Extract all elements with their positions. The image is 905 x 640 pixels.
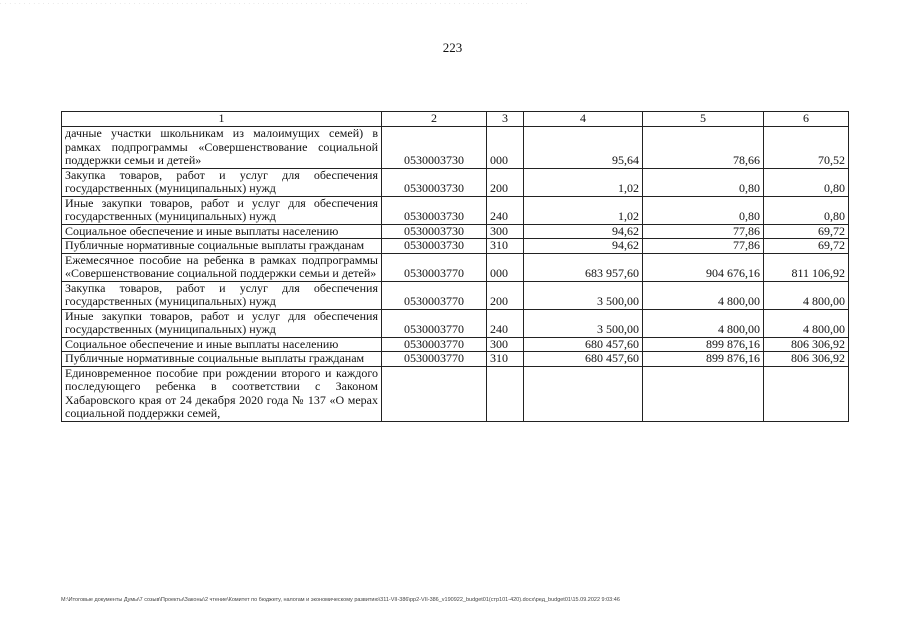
- value-col6: 69,72: [764, 239, 849, 254]
- budget-code: [382, 366, 487, 421]
- value-col6: 0,80: [764, 168, 849, 196]
- value-col4: 3 500,00: [524, 281, 643, 309]
- value-col6: 4 800,00: [764, 309, 849, 337]
- budget-code: 0530003730: [382, 224, 487, 239]
- expense-type: 240: [487, 309, 524, 337]
- budget-table: [61, 111, 849, 422]
- value-col6: 0,80: [764, 196, 849, 224]
- page-number: 223: [442, 40, 463, 55]
- value-col4: 94,62: [524, 224, 643, 239]
- budget-code: 0530003770: [382, 309, 487, 337]
- column-header: 5: [643, 112, 764, 127]
- expense-type: 200: [487, 168, 524, 196]
- table-row: [62, 224, 849, 239]
- row-description: Публичные нормативные социальные выплаты гражданам: [62, 239, 382, 254]
- row-description: Иные закупки товаров, работ и услуг для обеспечения государственных (муниципальных) нужд: [62, 196, 382, 224]
- expense-type: 300: [487, 224, 524, 239]
- footer-file-path: M:\Итоговые документы Думы\7 созыв\Проекты\Законы\2 чтение\Комитет по бюджету, налогам и экономическому развитию\311-VII-386\рр2-VII-386_v190922_budget01(стр101-420).docx\ред_budget01\15.09.2022 9:03:46: [61, 597, 620, 603]
- value-col5: 899 876,16: [643, 352, 764, 367]
- column-header: 2: [382, 112, 487, 127]
- value-col6: 70,52: [764, 127, 849, 169]
- budget-code: 0530003770: [382, 253, 487, 281]
- column-header: 1: [62, 112, 382, 127]
- budget-code: 0530003730: [382, 168, 487, 196]
- value-col5: 899 876,16: [643, 337, 764, 352]
- expense-type: 200: [487, 281, 524, 309]
- budget-code: 0530003770: [382, 352, 487, 367]
- budget-code: 0530003730: [382, 239, 487, 254]
- value-col4: [524, 366, 643, 421]
- value-col5: 904 676,16: [643, 253, 764, 281]
- table-row: [62, 337, 849, 352]
- expense-type: 310: [487, 352, 524, 367]
- column-header: 4: [524, 112, 643, 127]
- expense-type: 300: [487, 337, 524, 352]
- value-col6: 811 106,92: [764, 253, 849, 281]
- value-col5: 77,86: [643, 224, 764, 239]
- budget-code: 0530003770: [382, 337, 487, 352]
- table-row: [62, 239, 849, 254]
- row-description: Публичные нормативные социальные выплаты гражданам: [62, 352, 382, 367]
- value-col6: 4 800,00: [764, 281, 849, 309]
- budget-code: 0530003770: [382, 281, 487, 309]
- value-col4: 1,02: [524, 196, 643, 224]
- expense-type: 000: [487, 253, 524, 281]
- table-row: [62, 168, 849, 196]
- value-col4: 680 457,60: [524, 337, 643, 352]
- table-row: [62, 253, 849, 281]
- budget-code: 0530003730: [382, 196, 487, 224]
- row-description: Иные закупки товаров, работ и услуг для обеспечения государственных (муниципальных) нужд: [62, 309, 382, 337]
- table-row: [62, 366, 849, 421]
- table-row: [62, 127, 849, 169]
- value-col5: 4 800,00: [643, 281, 764, 309]
- row-description: Закупка товаров, работ и услуг для обеспечения государственных (муниципальных) нужд: [62, 281, 382, 309]
- value-col4: 1,02: [524, 168, 643, 196]
- value-col6: 69,72: [764, 224, 849, 239]
- value-col6: 806 306,92: [764, 337, 849, 352]
- value-col5: 77,86: [643, 239, 764, 254]
- value-col4: 94,62: [524, 239, 643, 254]
- row-description: Социальное обеспечение и иные выплаты населению: [62, 337, 382, 352]
- table-row: [62, 281, 849, 309]
- scan-artifact-strip: . . . . . . . . . . . . . . . . . . . . . . . . . . . . . . . . . . . . . . . . . . . . . . . . . . . . . . . . . . . . . . . . . . . . . . . . . . . . . . . . . . . . . . . . . . . . . . . . . . . . . . . . . . . . . . .: [0, 0, 529, 5]
- table-body: [62, 127, 849, 422]
- table-row: [62, 309, 849, 337]
- value-col4: 680 457,60: [524, 352, 643, 367]
- row-description: дачные участки школьникам из малоимущих семей) в рамках подпрограммы «Совершенствование социальной поддержки семьи и детей»: [62, 127, 382, 169]
- value-col5: 0,80: [643, 196, 764, 224]
- value-col4: 3 500,00: [524, 309, 643, 337]
- value-col5: 0,80: [643, 168, 764, 196]
- value-col5: [643, 366, 764, 421]
- expense-type: [487, 366, 524, 421]
- table-row: [62, 352, 849, 367]
- table-header-row: [62, 112, 849, 127]
- row-description: Закупка товаров, работ и услуг для обеспечения государственных (муниципальных) нужд: [62, 168, 382, 196]
- row-description: Единовременное пособие при рождении второго и каждого последующего ребенка в соответствии с Законом Хабаровского края от 24 декабря 2020 года № 137 «О мерах социальной поддержки семей,: [62, 366, 382, 421]
- row-description: Ежемесячное пособие на ребенка в рамках подпрограммы «Совершенствование социальной поддержки семьи и детей»: [62, 253, 382, 281]
- expense-type: 240: [487, 196, 524, 224]
- value-col5: 78,66: [643, 127, 764, 169]
- value-col6: [764, 366, 849, 421]
- column-header: 6: [764, 112, 849, 127]
- column-header: 3: [487, 112, 524, 127]
- table-row: [62, 196, 849, 224]
- value-col4: 683 957,60: [524, 253, 643, 281]
- expense-type: 310: [487, 239, 524, 254]
- value-col6: 806 306,92: [764, 352, 849, 367]
- expense-type: 000: [487, 127, 524, 169]
- value-col5: 4 800,00: [643, 309, 764, 337]
- row-description: Социальное обеспечение и иные выплаты населению: [62, 224, 382, 239]
- value-col4: 95,64: [524, 127, 643, 169]
- budget-code: 0530003730: [382, 127, 487, 169]
